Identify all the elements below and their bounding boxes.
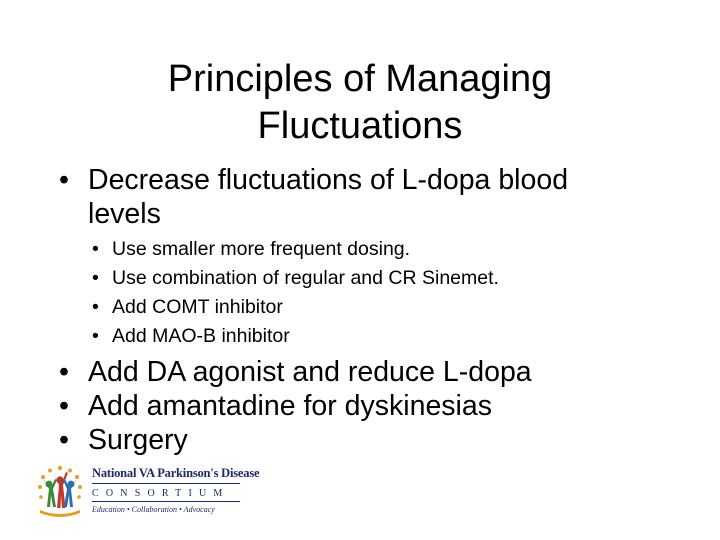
sub-bullet-item — [88, 235, 678, 264]
consortium-figures-icon — [34, 462, 86, 520]
bullet-text: Add amantadine for dyskinesias — [88, 390, 492, 422]
bullet-dot-icon: • — [59, 424, 69, 456]
sub-bullet-text: Add COMT inhibitor — [112, 296, 283, 318]
sub-bullet-text: Use smaller more frequent dosing. — [112, 238, 411, 260]
consortium-logo — [34, 462, 260, 520]
bullet-dot-icon: • — [92, 325, 99, 347]
logo-consortium-word: CONSORTIUM — [92, 488, 230, 499]
bullet-text-line-2: levels — [88, 198, 161, 230]
bullet-dot-icon: • — [59, 356, 69, 388]
sub-bullet-item — [88, 293, 678, 322]
bullet-dot-icon: • — [92, 267, 99, 289]
bullet-item — [58, 389, 678, 423]
bullet-item — [58, 163, 678, 231]
title-line-2: Fluctuations — [257, 105, 463, 147]
sub-bullet-text: Add MAO-B inhibitor — [112, 325, 290, 347]
bullet-dot-icon: • — [59, 164, 69, 196]
bullet-text: Add DA agonist and reduce L-dopa — [88, 356, 532, 388]
sub-bullet-item — [88, 322, 678, 351]
bullet-item — [58, 423, 678, 457]
logo-divider — [92, 483, 240, 484]
logo-tagline: Education • Collaboration • Advocacy — [92, 505, 215, 514]
sub-bullet-item — [88, 264, 678, 293]
logo-divider — [92, 501, 240, 502]
bullet-text-line-1: Decrease fluctuations of L-dopa blood — [88, 164, 569, 196]
logo-organization-name: National VA Parkinson's Disease — [92, 466, 260, 480]
bullet-dot-icon: • — [92, 238, 99, 260]
sub-bullet-list — [88, 235, 678, 351]
sub-bullet-text: Use combination of regular and CR Sinemet. — [112, 267, 499, 289]
slide-title — [60, 56, 660, 150]
bullet-dot-icon: • — [59, 390, 69, 422]
bullet-dot-icon: • — [92, 296, 99, 318]
logo-text-block — [92, 466, 260, 514]
bullet-text: Surgery — [88, 424, 188, 456]
title-line-1: Principles of Managing — [167, 58, 553, 100]
bullet-list — [58, 163, 678, 457]
bullet-item — [58, 355, 678, 389]
